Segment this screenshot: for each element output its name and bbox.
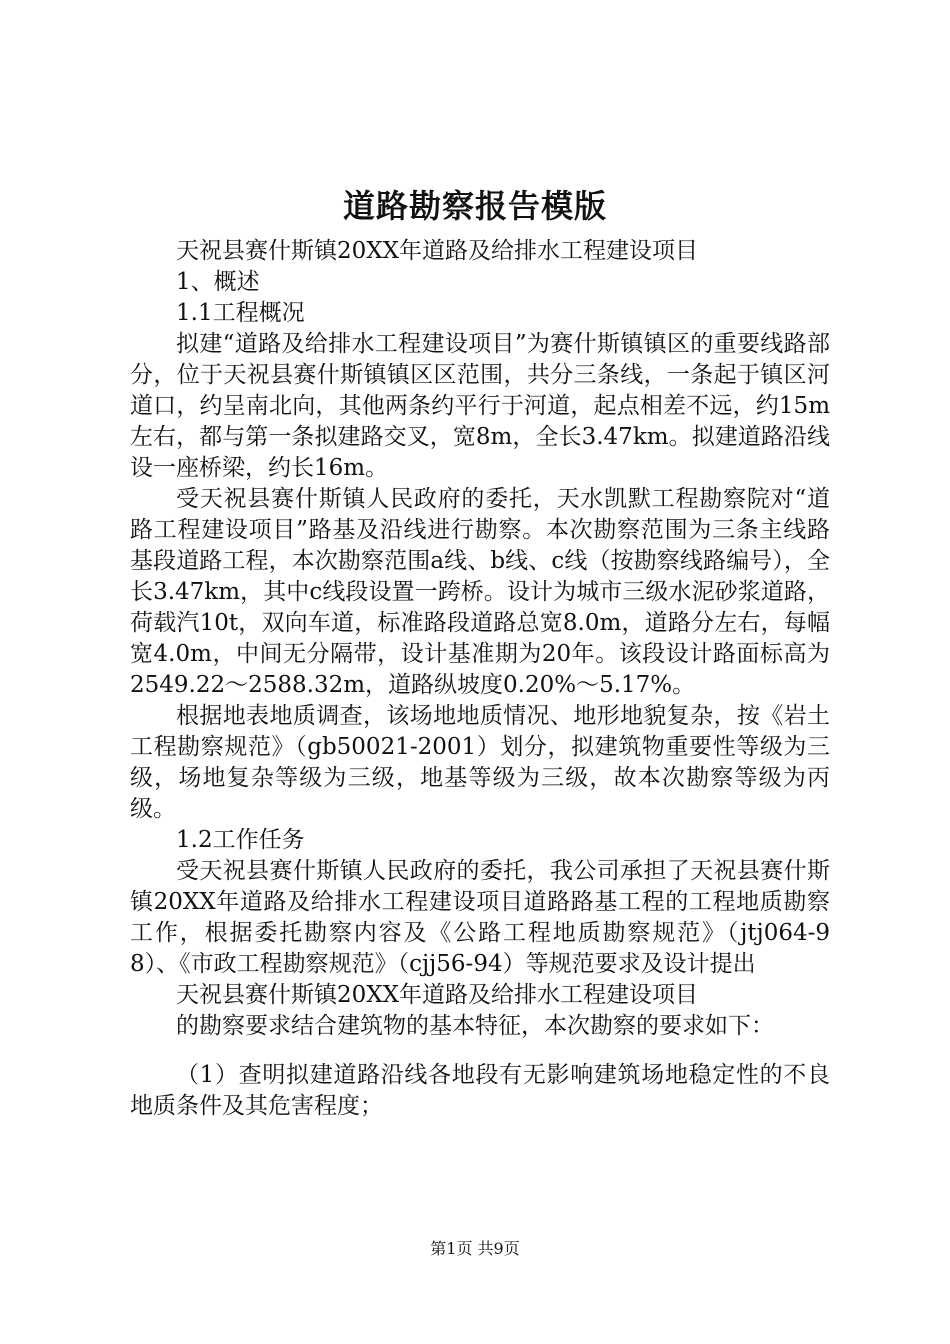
paragraph-project-description: 拟建“道路及给排水工程建设项目”为赛什斯镇镇区的重要线路部分，位于天祝县赛什斯镇镇区区范围，共分三条线，一条起于镇区河道口，约呈南北向，其他两条约平行于河道，起点相差不远，约15m左右，都与第一条拟建路交叉，宽8m，全长3.47km。拟建道路沿线设一座桥梁，约长16m。 xyxy=(130,331,830,481)
subsection-heading-project-overview: 1.1工程概况 xyxy=(176,300,305,326)
paragraph-survey-grade: 根据地表地质调查，该场地地质情况、地形地貌复杂，按《岩土工程勘察规范》（gb50021-2001）划分，拟建筑物重要性等级为三级，场地复杂等级为三级，地基等级为三级，故本次勘察等级为丙级。 xyxy=(130,703,830,822)
paragraph-survey-scope: 受天祝县赛什斯镇人民政府的委托，天水凯默工程勘察院对“道路工程建设项目”路基及沿线进行勘察。本次勘察范围为三条主线路基段道路工程，本次勘察范围a线、b线、c线（按勘察线路编号），全长3.47km，其中c线段设置一跨桥。设计为城市三级水泥砂浆道路，荷载汽10t，双向车道，标准路段道路总宽8.0m，道路分左右，每幅宽4.0m，中间无分隔带，设计基准期为20年。该段设计路面标高为2549.22～2588.32m，道路纵坡度0.20%～5.17%。 xyxy=(130,486,830,698)
document-title: 道路勘察报告模版 xyxy=(342,187,607,225)
section-heading-overview: 1、概述 xyxy=(176,269,260,295)
document-body xyxy=(130,236,830,1122)
paragraph-task-description: 受天祝县赛什斯镇人民政府的委托，我公司承担了天祝县赛什斯镇20XX年道路及给排水工程建设项目道路路基工程的工程地质勘察工作，根据委托勘察内容及《公路工程地质勘察规范》（jtj064-98）、《市政工程勘察规范》（cjj56-94）等规范要求及设计提出 xyxy=(130,858,830,977)
subsection-heading-tasks: 1.2工作任务 xyxy=(176,827,305,853)
page-number-footer: 第1页 共9页 xyxy=(430,1239,520,1258)
project-name: 天祝县赛什斯镇20XX年道路及给排水工程建设项目 xyxy=(176,238,699,264)
paragraph-requirements-intro: 的勘察要求结合建筑物的基本特征，本次勘察的要求如下： xyxy=(176,1013,774,1039)
project-name-repeat: 天祝县赛什斯镇20XX年道路及给排水工程建设项目 xyxy=(176,982,699,1008)
list-item-requirement-1: （1）查明拟建道路沿线各地段有无影响建筑场地稳定性的不良地质条件及其危害程度； xyxy=(130,1062,830,1119)
